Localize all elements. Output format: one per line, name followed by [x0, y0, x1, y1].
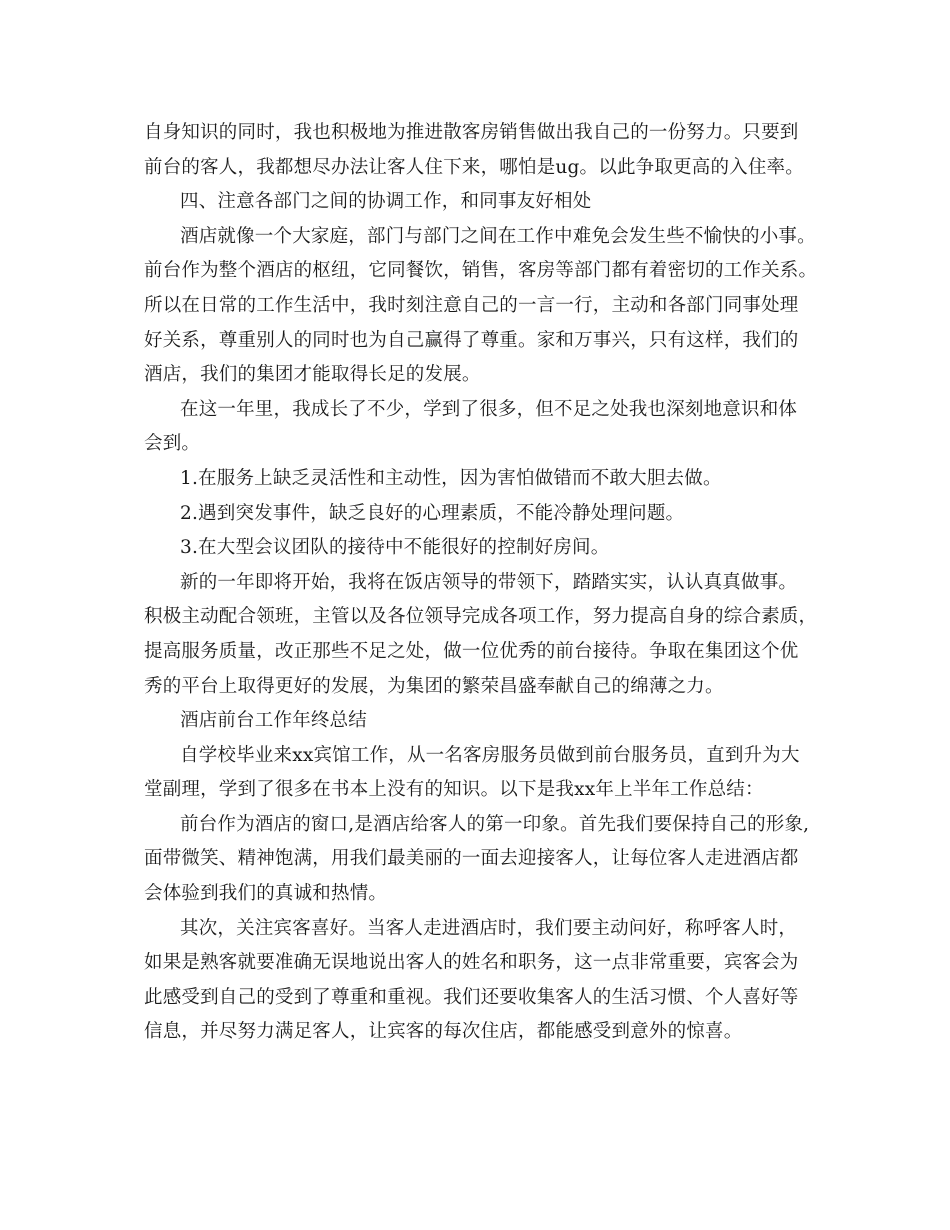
text-line: 积极主动配合领班，主管以及各位领导完成各项工作，努力提高自身的综合素质，	[144, 606, 818, 628]
text-line: 堂副理，学到了很多在书本上没有的知识。以下是我xx年上半年工作总结：	[144, 779, 764, 801]
text-line: 会到。	[144, 433, 201, 455]
text-line: 自学校毕业来xx宾馆工作，从一名客房服务员做到前台服务员，直到升为大	[180, 744, 800, 766]
text-line: 新的一年即将开始，我将在饭店领导的带领下，踏踏实实，认认真真做事。	[180, 571, 798, 593]
text-line: 前台作为酒店的窗口,是酒店给客人的第一印象。首先我们要保持自己的形象,	[180, 813, 810, 835]
text-line: 信息，并尽努力满足客人，让宾客的每次住店，都能感受到意外的惊喜。	[144, 1021, 743, 1043]
text-line: 面带微笑、精神饱满，用我们最美丽的一面去迎接客人，让每位客人走进酒店都	[144, 848, 799, 870]
text-line: 好关系，尊重别人的同时也为自己赢得了尊重。家和万事兴，只有这样，我们的	[144, 329, 799, 351]
text-line: 此感受到自己的受到了尊重和重视。我们还要收集客人的生活习惯、个人喜好等	[144, 986, 799, 1008]
text-line: 3.在大型会议团队的接待中不能很好的控制好房间。	[180, 537, 610, 559]
text-line: 2.遇到突发事件，缺乏良好的心理素质，不能冷静处理问题。	[180, 502, 685, 524]
text-line: 四、注意各部门之间的协调工作，和同事友好相处	[180, 191, 592, 213]
text-line: 酒店前台工作年终总结	[180, 710, 368, 732]
text-line: 提高服务质量，改正那些不足之处，做一位优秀的前台接待。争取在集团这个优	[144, 640, 799, 662]
text-line: 酒店，我们的集团才能取得长足的发展。	[144, 364, 481, 386]
text-line: 1.在服务上缺乏灵活性和主动性，因为害怕做错而不敢大胆去做。	[180, 467, 722, 489]
text-line: 其次，关注宾客喜好。当客人走进酒店时，我们要主动问好，称呼客人时，	[180, 917, 798, 939]
text-line: 如果是熟客就要准确无误地说出客人的姓名和职务，这一点非常重要，宾客会为	[144, 952, 799, 974]
text-line: 前台作为整个酒店的枢纽，它同餐饮，销售，客房等部门都有着密切的工作关系。	[144, 260, 818, 282]
text-line: 前台的客人，我都想尽办法让客人住下来，哪怕是ug。以此争取更高的入住率。	[144, 156, 804, 178]
text-line: 酒店就像一个大家庭，部门与部门之间在工作中难免会发生些不愉快的小事。	[180, 225, 816, 247]
document-body	[144, 116, 818, 1050]
text-line: 会体验到我们的真诚和热情。	[144, 883, 388, 905]
text-line: 自身知识的同时，我也积极地为推进散客房销售做出我自己的一份努力。只要到	[144, 122, 799, 143]
text-line: 所以在日常的工作生活中，我时刻注意自己的一言一行，主动和各部门同事处理	[144, 294, 799, 316]
text-line: 秀的平台上取得更好的发展，为集团的繁荣昌盛奉献自己的绵薄之力。	[144, 675, 724, 697]
text-line: 在这一年里，我成长了不少，学到了很多，但不足之处我也深刻地意识和体	[180, 398, 798, 420]
